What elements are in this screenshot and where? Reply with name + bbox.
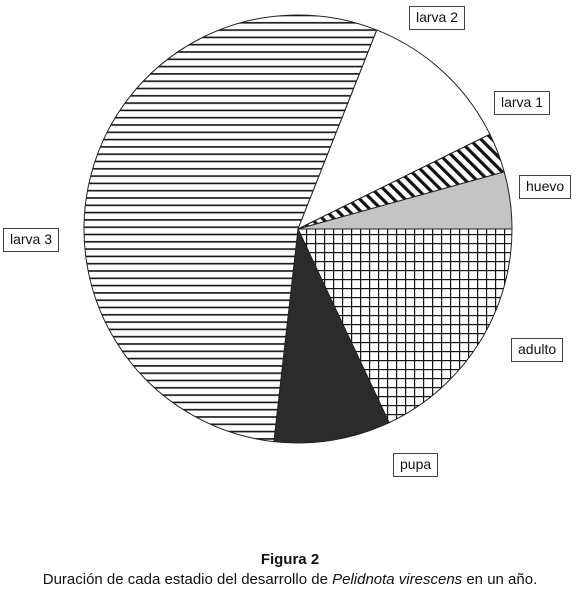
figure-caption bbox=[0, 551, 580, 589]
slice-label-larva-3: larva 3 bbox=[3, 228, 59, 252]
species-name: Pelidnota virescens bbox=[332, 571, 463, 588]
description-text: Duración de cada estadio del desarrollo de bbox=[42, 571, 333, 588]
slice-label-larva-1: larva 1 bbox=[494, 91, 550, 115]
slice-label-pupa: pupa bbox=[393, 453, 438, 477]
slice-label-adulto: adulto bbox=[511, 338, 563, 362]
slice-label-huevo: huevo bbox=[519, 175, 571, 199]
slice-label-larva-2: larva 2 bbox=[409, 6, 465, 30]
figure-description bbox=[0, 571, 580, 589]
description-tail: en un año. bbox=[462, 571, 538, 588]
figure-label: Figura 2 bbox=[260, 551, 320, 568]
